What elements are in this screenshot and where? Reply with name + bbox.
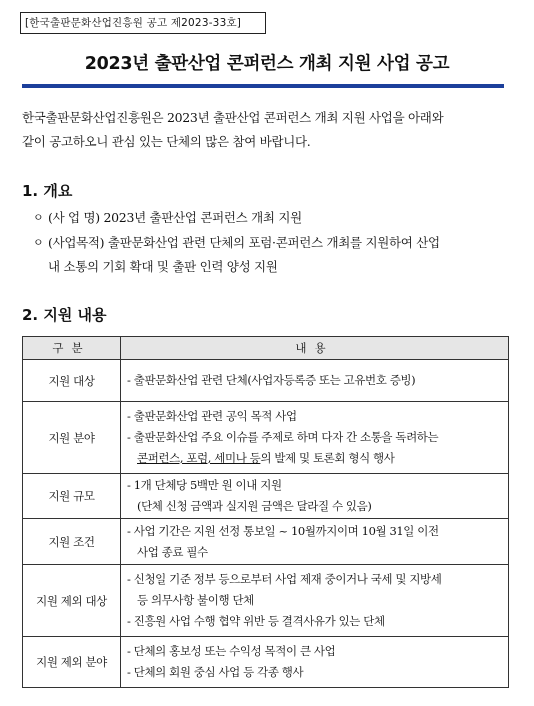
- row-line: - 사업 기간은 지원 선정 통보일 ~ 10월까지이며 10월 31일 이전: [127, 523, 439, 538]
- table-row: [23, 637, 509, 688]
- row-line: - 신청일 기준 정부 등으로부터 사업 제재 중이거나 국세 및 지방세: [127, 572, 442, 586]
- title-underline: [22, 84, 504, 88]
- row-content: [121, 637, 509, 688]
- notice-number: [한국출판문화산업진흥원 공고 제2023-33호]: [20, 12, 266, 34]
- row-line: [127, 448, 503, 469]
- row-line-tail: 의 발제 및 토론회 형식 행사: [260, 451, 395, 465]
- row-line: - 출판문화산업 주요 이슈를 주제로 하며 다자 간 소통을 독려하는: [127, 430, 439, 444]
- row-content: [121, 402, 509, 474]
- row-label: 지원 규모: [23, 474, 121, 519]
- intro-line-2: 같이 공고하오니 관심 있는 단체의 많은 참여 바랍니다.: [22, 134, 311, 149]
- row-line: 사업 종료 필수: [137, 544, 208, 559]
- row-label: 지원 제외 대상: [23, 565, 121, 637]
- bullet-mark: ㅇ: [33, 211, 44, 224]
- row-line: - 단체의 홍보성 또는 수익성 목적이 큰 사업: [127, 644, 336, 658]
- section-2-heading: 2. 지원 내용: [22, 306, 107, 324]
- row-label: 지원 제외 분야: [23, 637, 121, 688]
- page-title: 2023년 출판산업 콘퍼런스 개최 지원 사업 공고: [84, 54, 450, 74]
- overview-item-purpose: [33, 231, 508, 279]
- row-line: 등 의무사항 불이행 단체: [137, 593, 254, 607]
- row-label: 지원 분야: [23, 402, 121, 474]
- overview-item-text: (사 업 명) 2023년 출판산업 콘퍼런스 개최 지원: [48, 210, 302, 225]
- row-line: - 1개 단체당 5백만 원 이내 지원: [127, 478, 282, 492]
- overview-item-project-name: [33, 206, 508, 230]
- table-row: [23, 474, 509, 519]
- support-table: [22, 336, 509, 688]
- table-row: [23, 519, 509, 565]
- intro-line-1: 한국출판문화산업진흥원은 2023년 출판산업 콘퍼런스 개최 지원 사업을 아래와: [22, 110, 444, 125]
- intro-paragraph: [22, 106, 510, 154]
- bullet-mark: ㅇ: [33, 236, 44, 249]
- row-line: - 출판문화산업 관련 단체(사업자등록증 또는 고유번호 증빙): [127, 373, 416, 387]
- row-line: - 진흥원 사업 수행 협약 위반 등 결격사유가 있는 단체: [127, 614, 385, 628]
- row-line: (단체 신청 금액과 실지원 금액은 달라질 수 있음): [137, 499, 372, 513]
- table-row: [23, 565, 509, 637]
- header-content: 내용: [121, 337, 509, 360]
- row-content: [121, 474, 509, 519]
- row-line: - 출판문화산업 관련 공익 목적 사업: [127, 409, 297, 423]
- underlined-text: 콘퍼런스, 포럼, 세미나 등: [137, 451, 261, 465]
- row-content: [121, 519, 509, 565]
- overview-item-text: (사업목적) 출판문화산업 관련 단체의 포럼·콘퍼런스 개최를 지원하여 산업: [48, 235, 440, 250]
- row-label: 지원 조건: [23, 519, 121, 565]
- header-category: 구분: [23, 337, 121, 360]
- row-label: 지원 대상: [23, 360, 121, 402]
- row-content: [121, 565, 509, 637]
- table-header-row: [23, 337, 509, 360]
- section-1-heading: 1. 개요: [22, 182, 73, 200]
- row-content: [121, 360, 509, 402]
- table-row: [23, 402, 509, 474]
- row-line: - 단체의 회원 중심 사업 등 각종 행사: [127, 665, 304, 679]
- table-row: [23, 360, 509, 402]
- overview-item-text-cont: 내 소통의 기회 확대 및 출판 인력 양성 지원: [48, 259, 278, 274]
